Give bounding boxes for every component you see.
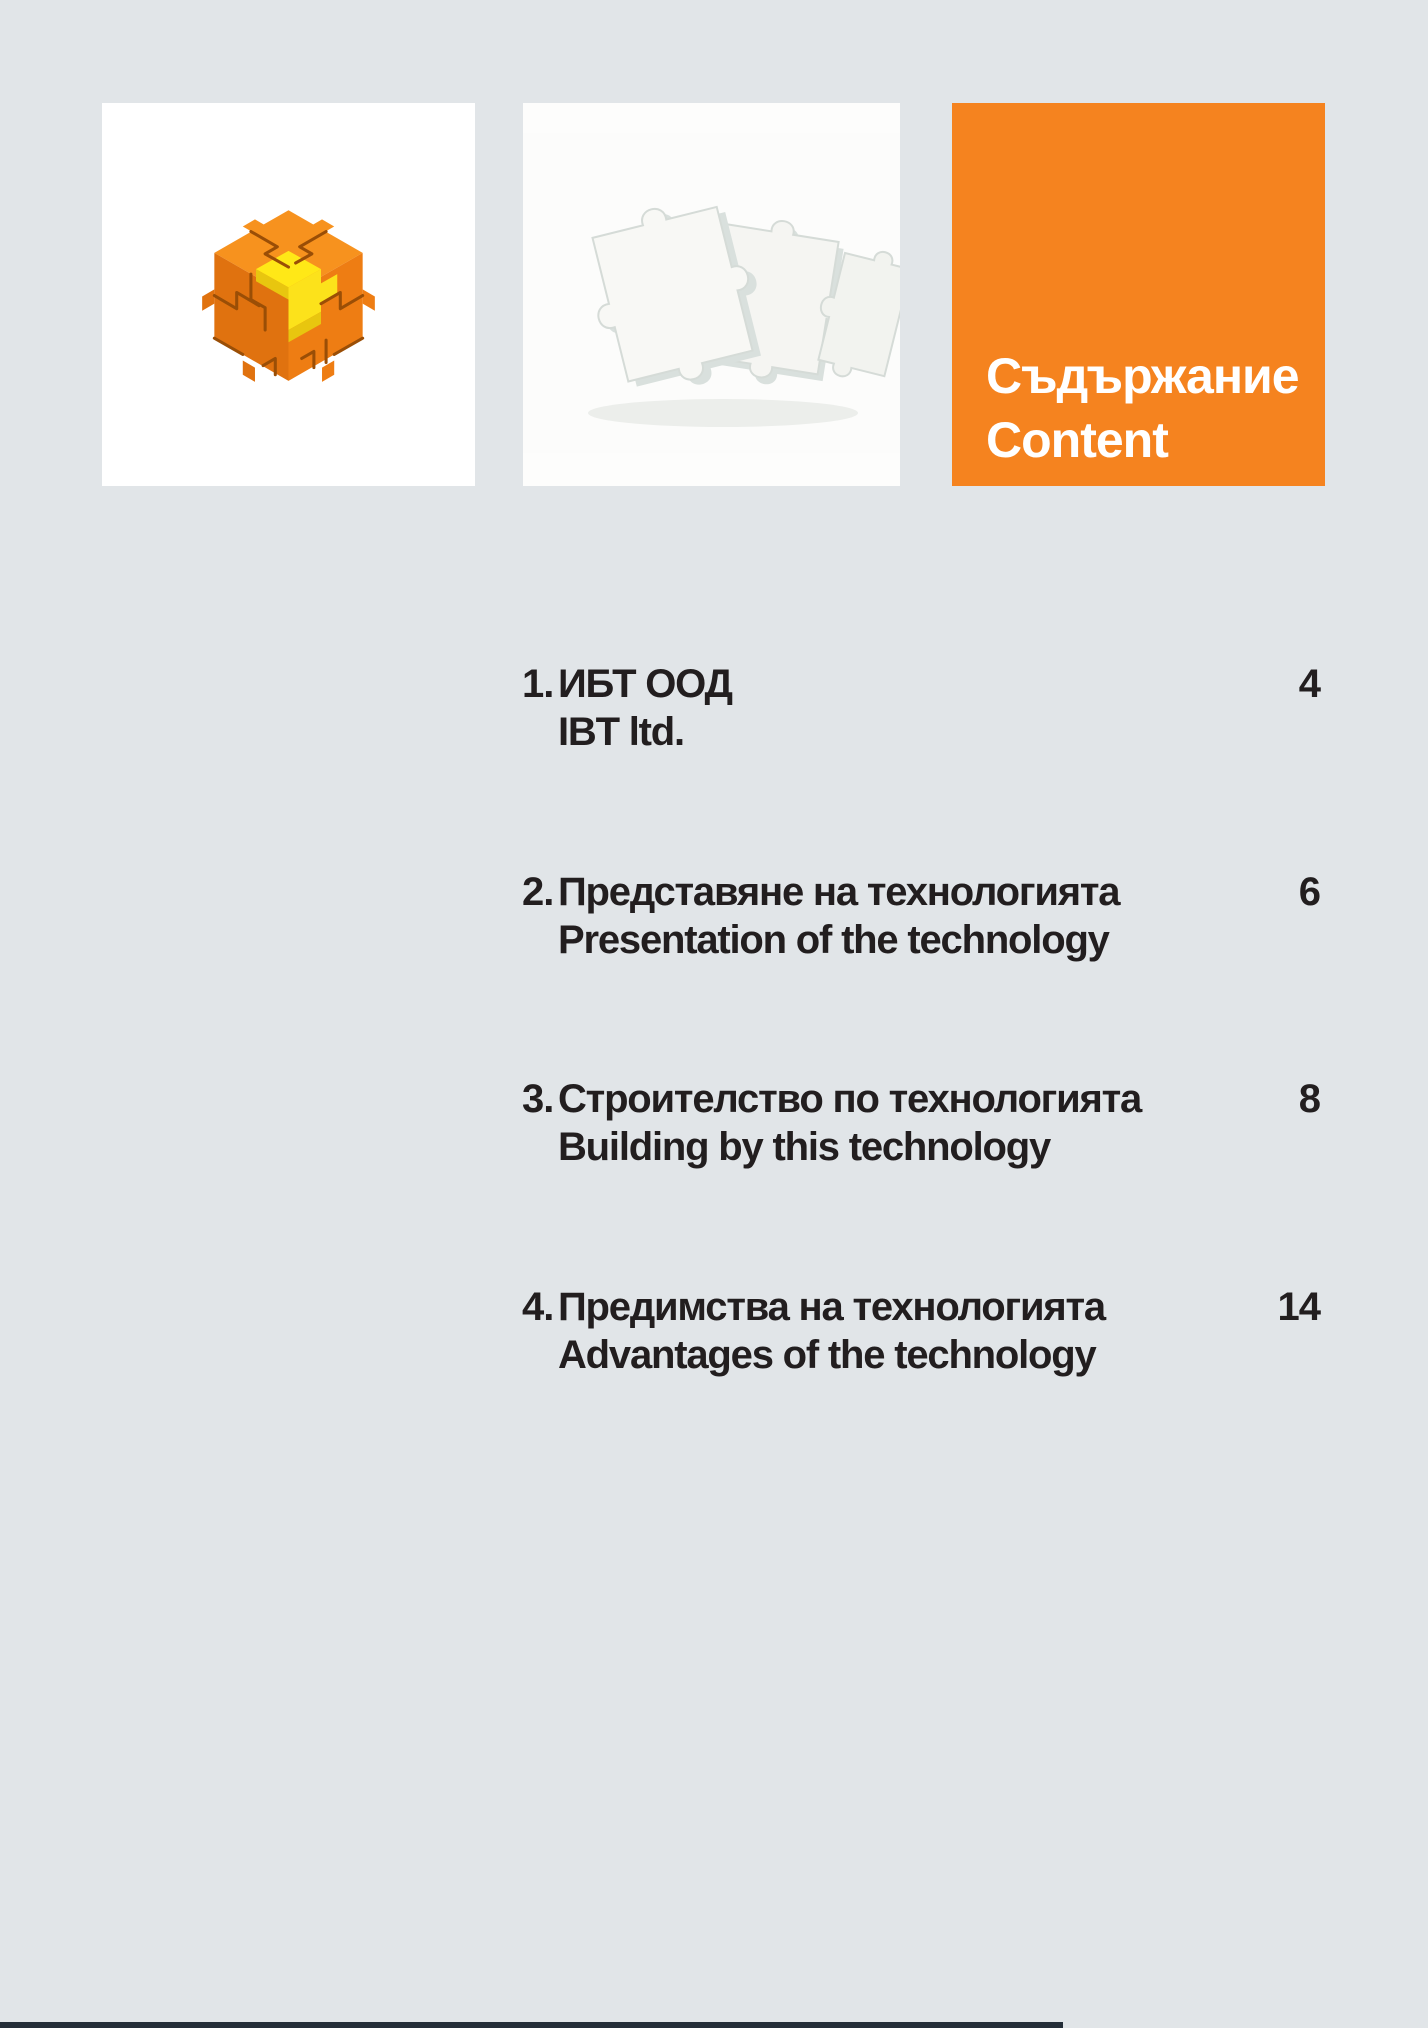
toc-item-4[interactable] xyxy=(522,1283,1320,1379)
toc-item-title-en: IBT ltd. xyxy=(558,710,684,754)
toc-item-page-number: 4 xyxy=(1298,662,1320,706)
toc-item-title-bg: Строителство по технологията xyxy=(558,1077,1142,1121)
toc-item-title-bg: Представяне на технологията xyxy=(558,870,1120,914)
toc-item-page-number: 14 xyxy=(1277,1285,1320,1329)
puzzle-pieces-photo xyxy=(523,103,900,486)
page-title-english: Content xyxy=(986,412,1168,468)
ibt-cube-logo-icon xyxy=(197,198,380,391)
toc-item-titles xyxy=(558,660,1228,756)
toc-item-titles xyxy=(558,1075,1228,1171)
toc-item-number: 3. xyxy=(522,1077,554,1121)
logo-box xyxy=(102,103,475,486)
toc-item-1[interactable] xyxy=(522,660,1320,756)
toc-item-3[interactable] xyxy=(522,1075,1320,1171)
page-title xyxy=(986,344,1299,472)
toc-item-titles xyxy=(558,1283,1228,1379)
toc-item-title-bg: ИБТ ООД xyxy=(558,662,732,706)
toc-item-title-en: Building by this technology xyxy=(558,1125,1051,1169)
page-title-bulgarian: Съдържание xyxy=(986,348,1299,404)
toc-item-number: 4. xyxy=(522,1285,554,1329)
toc-item-number: 2. xyxy=(522,870,554,914)
photo-box xyxy=(523,103,900,486)
toc-item-titles xyxy=(558,868,1228,964)
toc-item-2[interactable] xyxy=(522,868,1320,964)
page-edge-strip xyxy=(0,2022,1063,2028)
toc-item-page-number: 6 xyxy=(1298,870,1320,914)
toc-item-title-en: Presentation of the technology xyxy=(558,918,1109,962)
content-title-box xyxy=(952,103,1325,486)
toc-item-number: 1. xyxy=(522,662,554,706)
toc-item-title-bg: Предимства на технологията xyxy=(558,1285,1105,1329)
toc-item-title-en: Advantages of the technology xyxy=(558,1333,1096,1377)
toc-item-page-number: 8 xyxy=(1298,1077,1320,1121)
